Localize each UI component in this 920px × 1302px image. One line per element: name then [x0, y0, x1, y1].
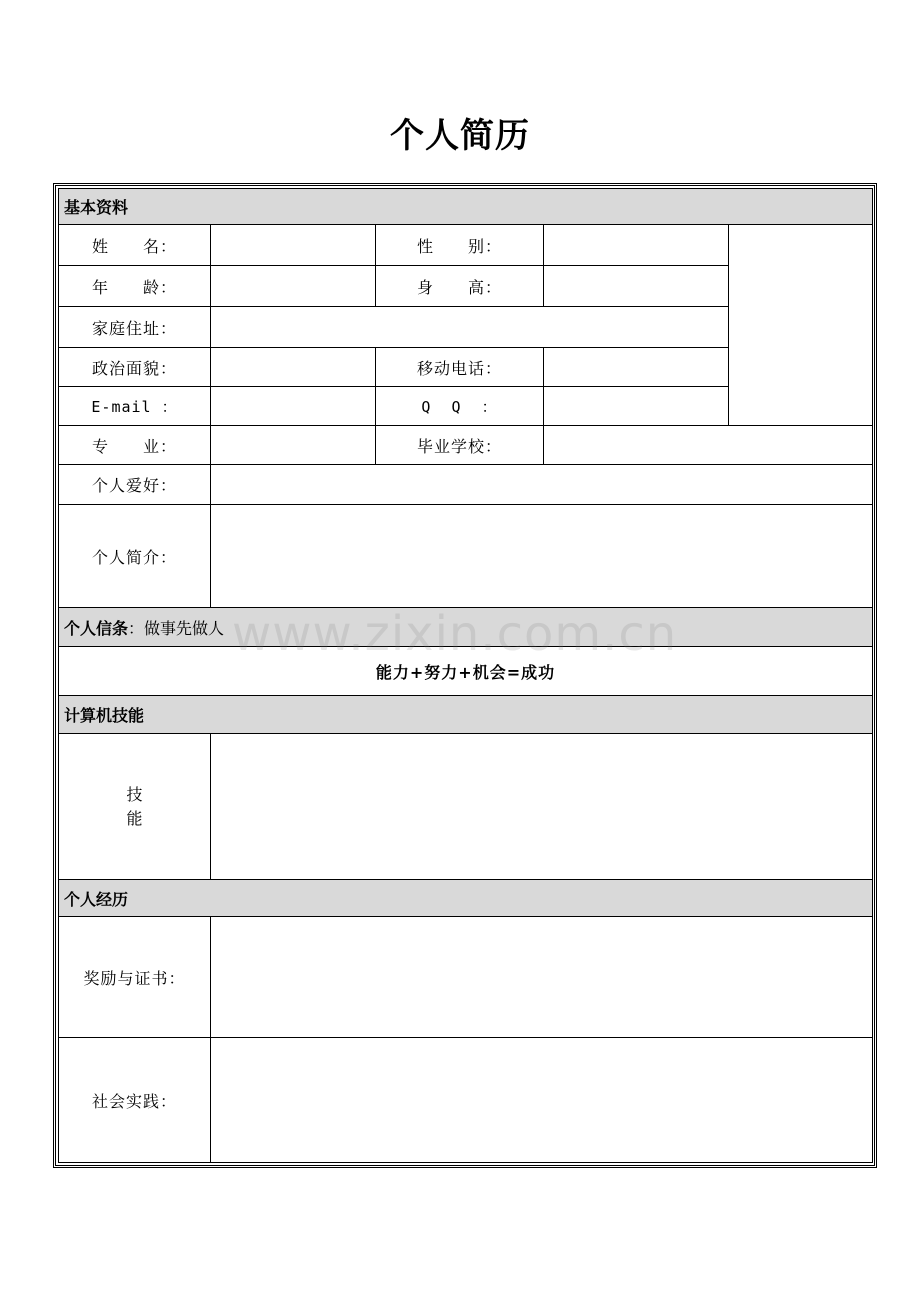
age-field[interactable]	[211, 266, 376, 307]
awards-label: 奖励与证书：	[59, 917, 211, 1038]
gender-field[interactable]	[544, 225, 729, 266]
page-title: 个人简历	[390, 116, 530, 156]
name-label: 姓 名：	[59, 225, 211, 266]
address-field[interactable]	[211, 307, 729, 348]
section-header-computer: 计算机技能	[59, 696, 873, 734]
motto-colon: ：	[128, 618, 145, 638]
section-header-motto	[59, 608, 873, 647]
photo-box[interactable]	[729, 225, 873, 426]
email-label: E-mail ：	[59, 387, 211, 426]
mobile-label: 移动电话：	[376, 348, 544, 387]
skills-field[interactable]	[211, 734, 873, 880]
hobby-label: 个人爱好：	[59, 465, 211, 505]
school-field[interactable]	[544, 426, 873, 465]
section-header-basic: 基本资料	[59, 189, 873, 225]
qq-label: Q Q ：	[376, 387, 544, 426]
gender-label: 性 别：	[376, 225, 544, 266]
school-label: 毕业学校：	[376, 426, 544, 465]
practice-field[interactable]	[211, 1038, 873, 1163]
email-field[interactable]	[211, 387, 376, 426]
practice-label: 社会实践：	[59, 1038, 211, 1163]
motto-value: 做事先做人	[144, 618, 225, 638]
political-status-label: 政治面貌：	[59, 348, 211, 387]
qq-field[interactable]	[544, 387, 729, 426]
height-label: 身 高：	[376, 266, 544, 307]
name-field[interactable]	[211, 225, 376, 266]
resume-form	[53, 183, 877, 1168]
awards-field[interactable]	[211, 917, 873, 1038]
skills-label	[59, 734, 211, 880]
hobby-field[interactable]	[211, 465, 873, 505]
major-field[interactable]	[211, 426, 376, 465]
skills-label-char-2: 能	[126, 808, 143, 828]
motto-statement: 能力+努力+机会=成功	[59, 647, 873, 696]
intro-field[interactable]	[211, 505, 873, 608]
section-header-experience: 个人经历	[59, 880, 873, 917]
skills-label-char-1: 技	[126, 784, 143, 804]
major-label: 专 业：	[59, 426, 211, 465]
address-label: 家庭住址：	[59, 307, 211, 348]
intro-label: 个人简介：	[59, 505, 211, 608]
political-status-field[interactable]	[211, 348, 376, 387]
height-field[interactable]	[544, 266, 729, 307]
motto-label: 个人信条	[64, 618, 129, 638]
age-label: 年 龄：	[59, 266, 211, 307]
mobile-field[interactable]	[544, 348, 729, 387]
